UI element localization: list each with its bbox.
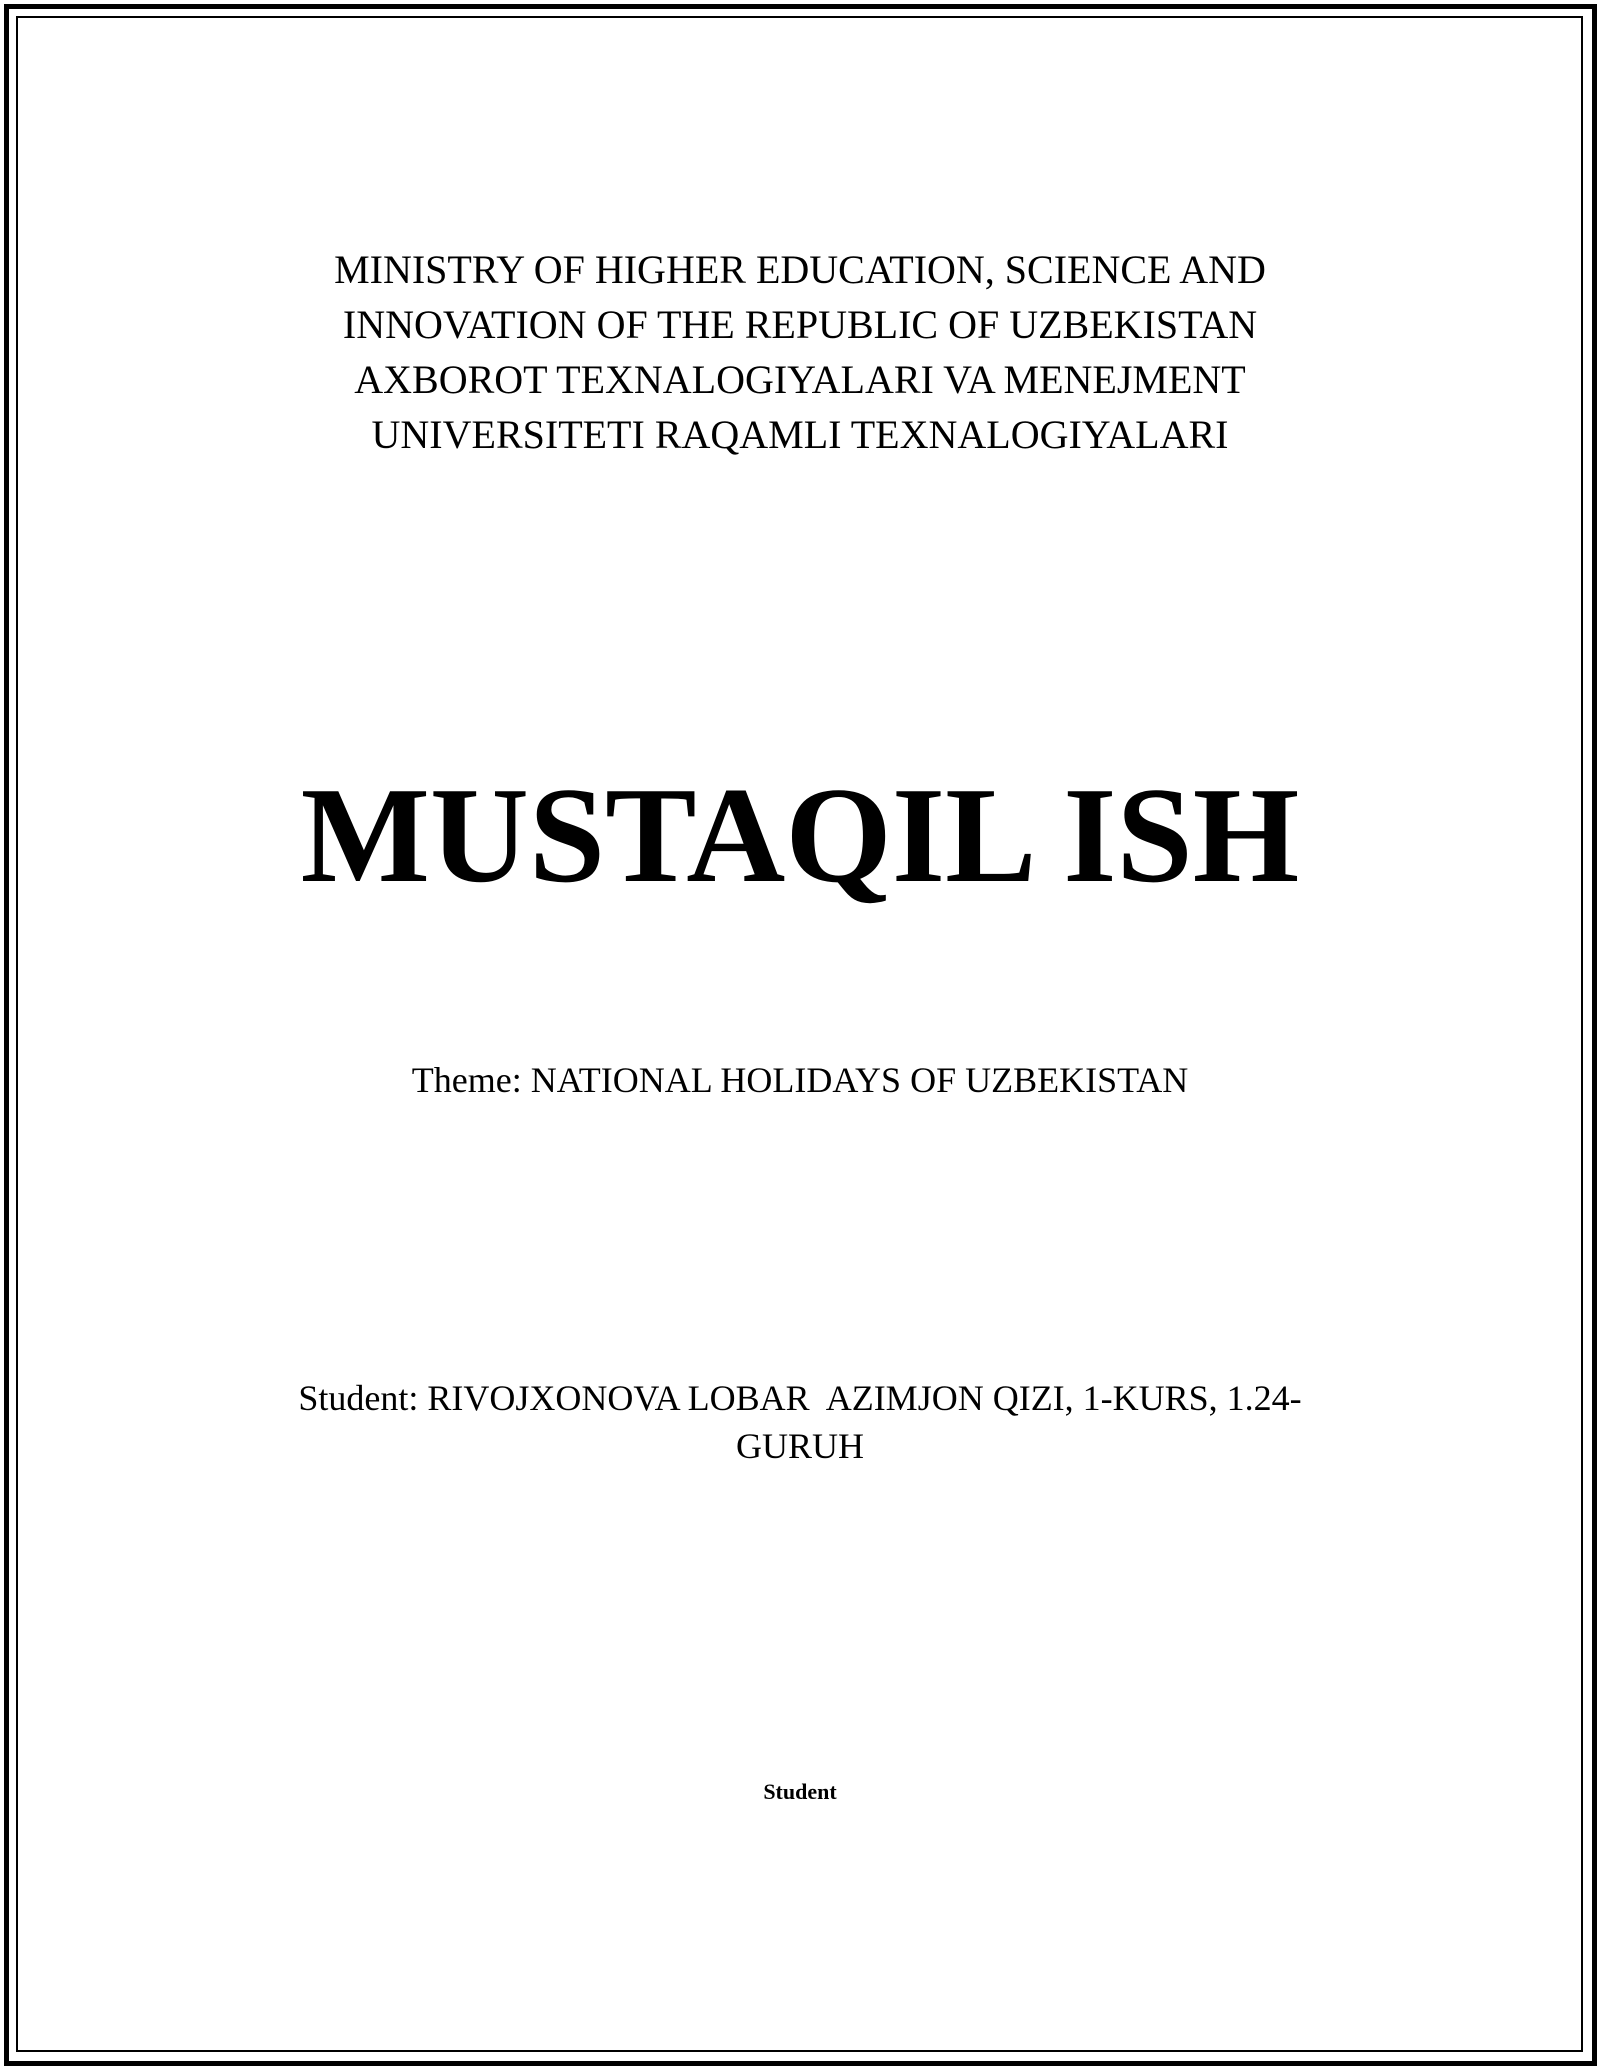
document-title: MUSTAQIL ISH xyxy=(300,759,1300,911)
header-line-1: MINISTRY OF HIGHER EDUCATION, SCIENCE AND xyxy=(334,247,1266,292)
student-info-line-1: Student: RIVOJXONOVA LOBAR AZIMJON QIZI, 1-KURS, 1.24- xyxy=(298,1378,1302,1418)
header-line-4: UNIVERSITETI RAQAMLI TEXNALOGIYALARI xyxy=(371,412,1229,457)
institution-header xyxy=(200,242,1400,462)
theme-line: Theme: NATIONAL HOLIDAYS OF UZBEKISTAN xyxy=(411,1060,1189,1100)
student-info xyxy=(200,1374,1400,1470)
header-line-3: AXBOROT TEXNALOGIYALARI VA MENEJMENT xyxy=(354,357,1246,402)
header-line-2: INNOVATION OF THE REPUBLIC OF UZBEKISTAN xyxy=(342,302,1258,347)
footer-student-label: Student xyxy=(763,1779,837,1804)
student-info-line-2: GURUH xyxy=(735,1426,864,1466)
